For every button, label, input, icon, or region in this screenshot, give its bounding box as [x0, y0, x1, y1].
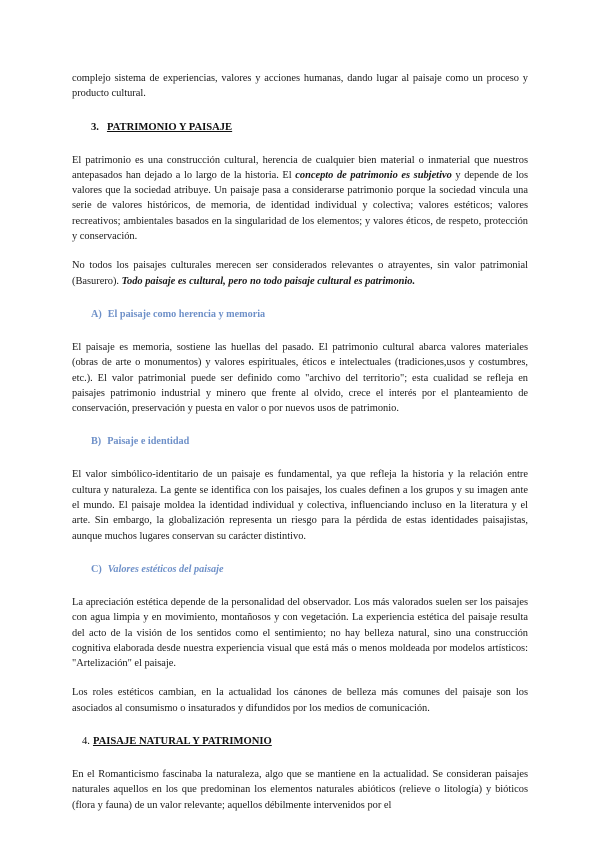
subsection-b-paragraph: El valor simbólico-identitario de un paisaje es fundamental, ya que refleja la historia y la relación entre cultura y naturaleza. La gente se identifica con los paisajes, los cuales definen a los grupos y su imagen ante el mundo. El paisaje moldea la identidad individual y colectiva, influenciando incluso en la literatura y el arte. Sin embargo, la globalización representa un riesgo para la pérdida de estas identidades paisajistas, aunque muchos lugares conservan su carácter distintivo.: [72, 469, 528, 542]
subsection-a-title: El paisaje como herencia y memoria: [107, 308, 266, 320]
subsection-b-letter: B): [91, 436, 102, 448]
section-3-p1-text-b: y depende de los valores que la sociedad atribuye. Un paisaje pasa a considerarse patrimonio porque la sociedad vincula una serie de valores históricos, de memoria, de identidad individual y colectiva; valores estéticos; valores recreativos; ambientales basados en la singularidad de los elementos; y valores éticos, de respeto, protección y conservación.: [72, 169, 528, 243]
section-3-p2-bold: Todo paisaje es cultural, pero no todo paisaje cultural es patrimonio.: [121, 275, 416, 287]
section-3-paragraph-2: [72, 258, 528, 289]
section-3-p2-text-a: No todos los paisajes culturales merecen ser considerados relevantes o atrayentes, sin valor patrimonial (Basurero).: [72, 260, 528, 287]
page-content: [72, 71, 528, 813]
intro-paragraph: complejo sistema de experiencias, valores y acciones humanas, dando lugar al paisaje como un proceso y producto cultural.: [72, 73, 528, 100]
section-3-paragraph-1: [72, 153, 528, 245]
subsection-a-letter: A): [91, 308, 102, 320]
subsection-c-title: Valores estéticos del paisaje: [107, 563, 224, 575]
section-4-paragraph: En el Romanticismo fascinaba la naturaleza, algo que se mantiene en la actualidad. Se consideran paisajes naturales aquellos en los que predominan los elementos naturales abióticos (relieve o litología) y bióticos (flora y fauna) de un valor relevante; aquellos débilmente intervenidos por el: [72, 769, 528, 811]
subsection-c-heading: [91, 562, 528, 577]
section-4-heading: [82, 734, 528, 749]
subsection-b-heading: [91, 434, 528, 449]
subsection-c-letter: C): [91, 563, 102, 575]
section-3-p1-text-a: El patrimonio es una construcción cultural, herencia de cualquier bien material o inmaterial que nuestros antepasados han dejado a lo largo de la historia. El: [72, 154, 528, 181]
subsection-c-paragraph-1: La apreciación estética depende de la personalidad del observador. Los más valorados suelen ser los paisajes con agua limpia y en movimiento, montañosos y con vegetación. La experiencia estética del paisaje resulta del acto de la visión de los sentidos como el sentimiento; no hay belleza natural, sino una construcción cognitiva elaborada desde nuestra experiencia visual que está más o menos moldeada por modelos artísticos: "Artelización" el paisaje.: [72, 596, 528, 670]
section-4-number: 4.: [82, 736, 90, 748]
subsection-b-title: Paisaje e identidad: [107, 436, 190, 448]
section-4-title: PAISAJE NATURAL Y PATRIMONIO: [92, 736, 272, 748]
section-3-heading: [91, 120, 528, 135]
section-3-number: 3.: [91, 121, 99, 133]
subsection-c-paragraph-2: Los roles estéticos cambian, en la actualidad los cánones de belleza más comunes del paisaje son los asociados al consumismo o insaturados y difundidos por los medios de comunicación.: [72, 687, 528, 714]
subsection-a-heading: [91, 307, 528, 322]
section-3-title: PATRIMONIO Y PAISAJE: [106, 121, 233, 133]
section-3-p1-bold: concepto de patrimonio es subjetivo: [295, 169, 452, 181]
subsection-a-paragraph: El paisaje es memoria, sostiene las huellas del pasado. El patrimonio cultural abarca valores materiales (obras de arte o monumentos) y valores espirituales, éticos e intelectuales (tradiciones,usos y costumbres, etc.). El valor patrimonial puede ser definido como "archivo del territorio"; esta cualidad se refleja en paisajes patrimonio industrial y minero que frente al olvido, crece el interés por el planteamiento de conservación, preservación y puesta en valor o por nuevos usos de patrimonio.: [72, 341, 528, 415]
